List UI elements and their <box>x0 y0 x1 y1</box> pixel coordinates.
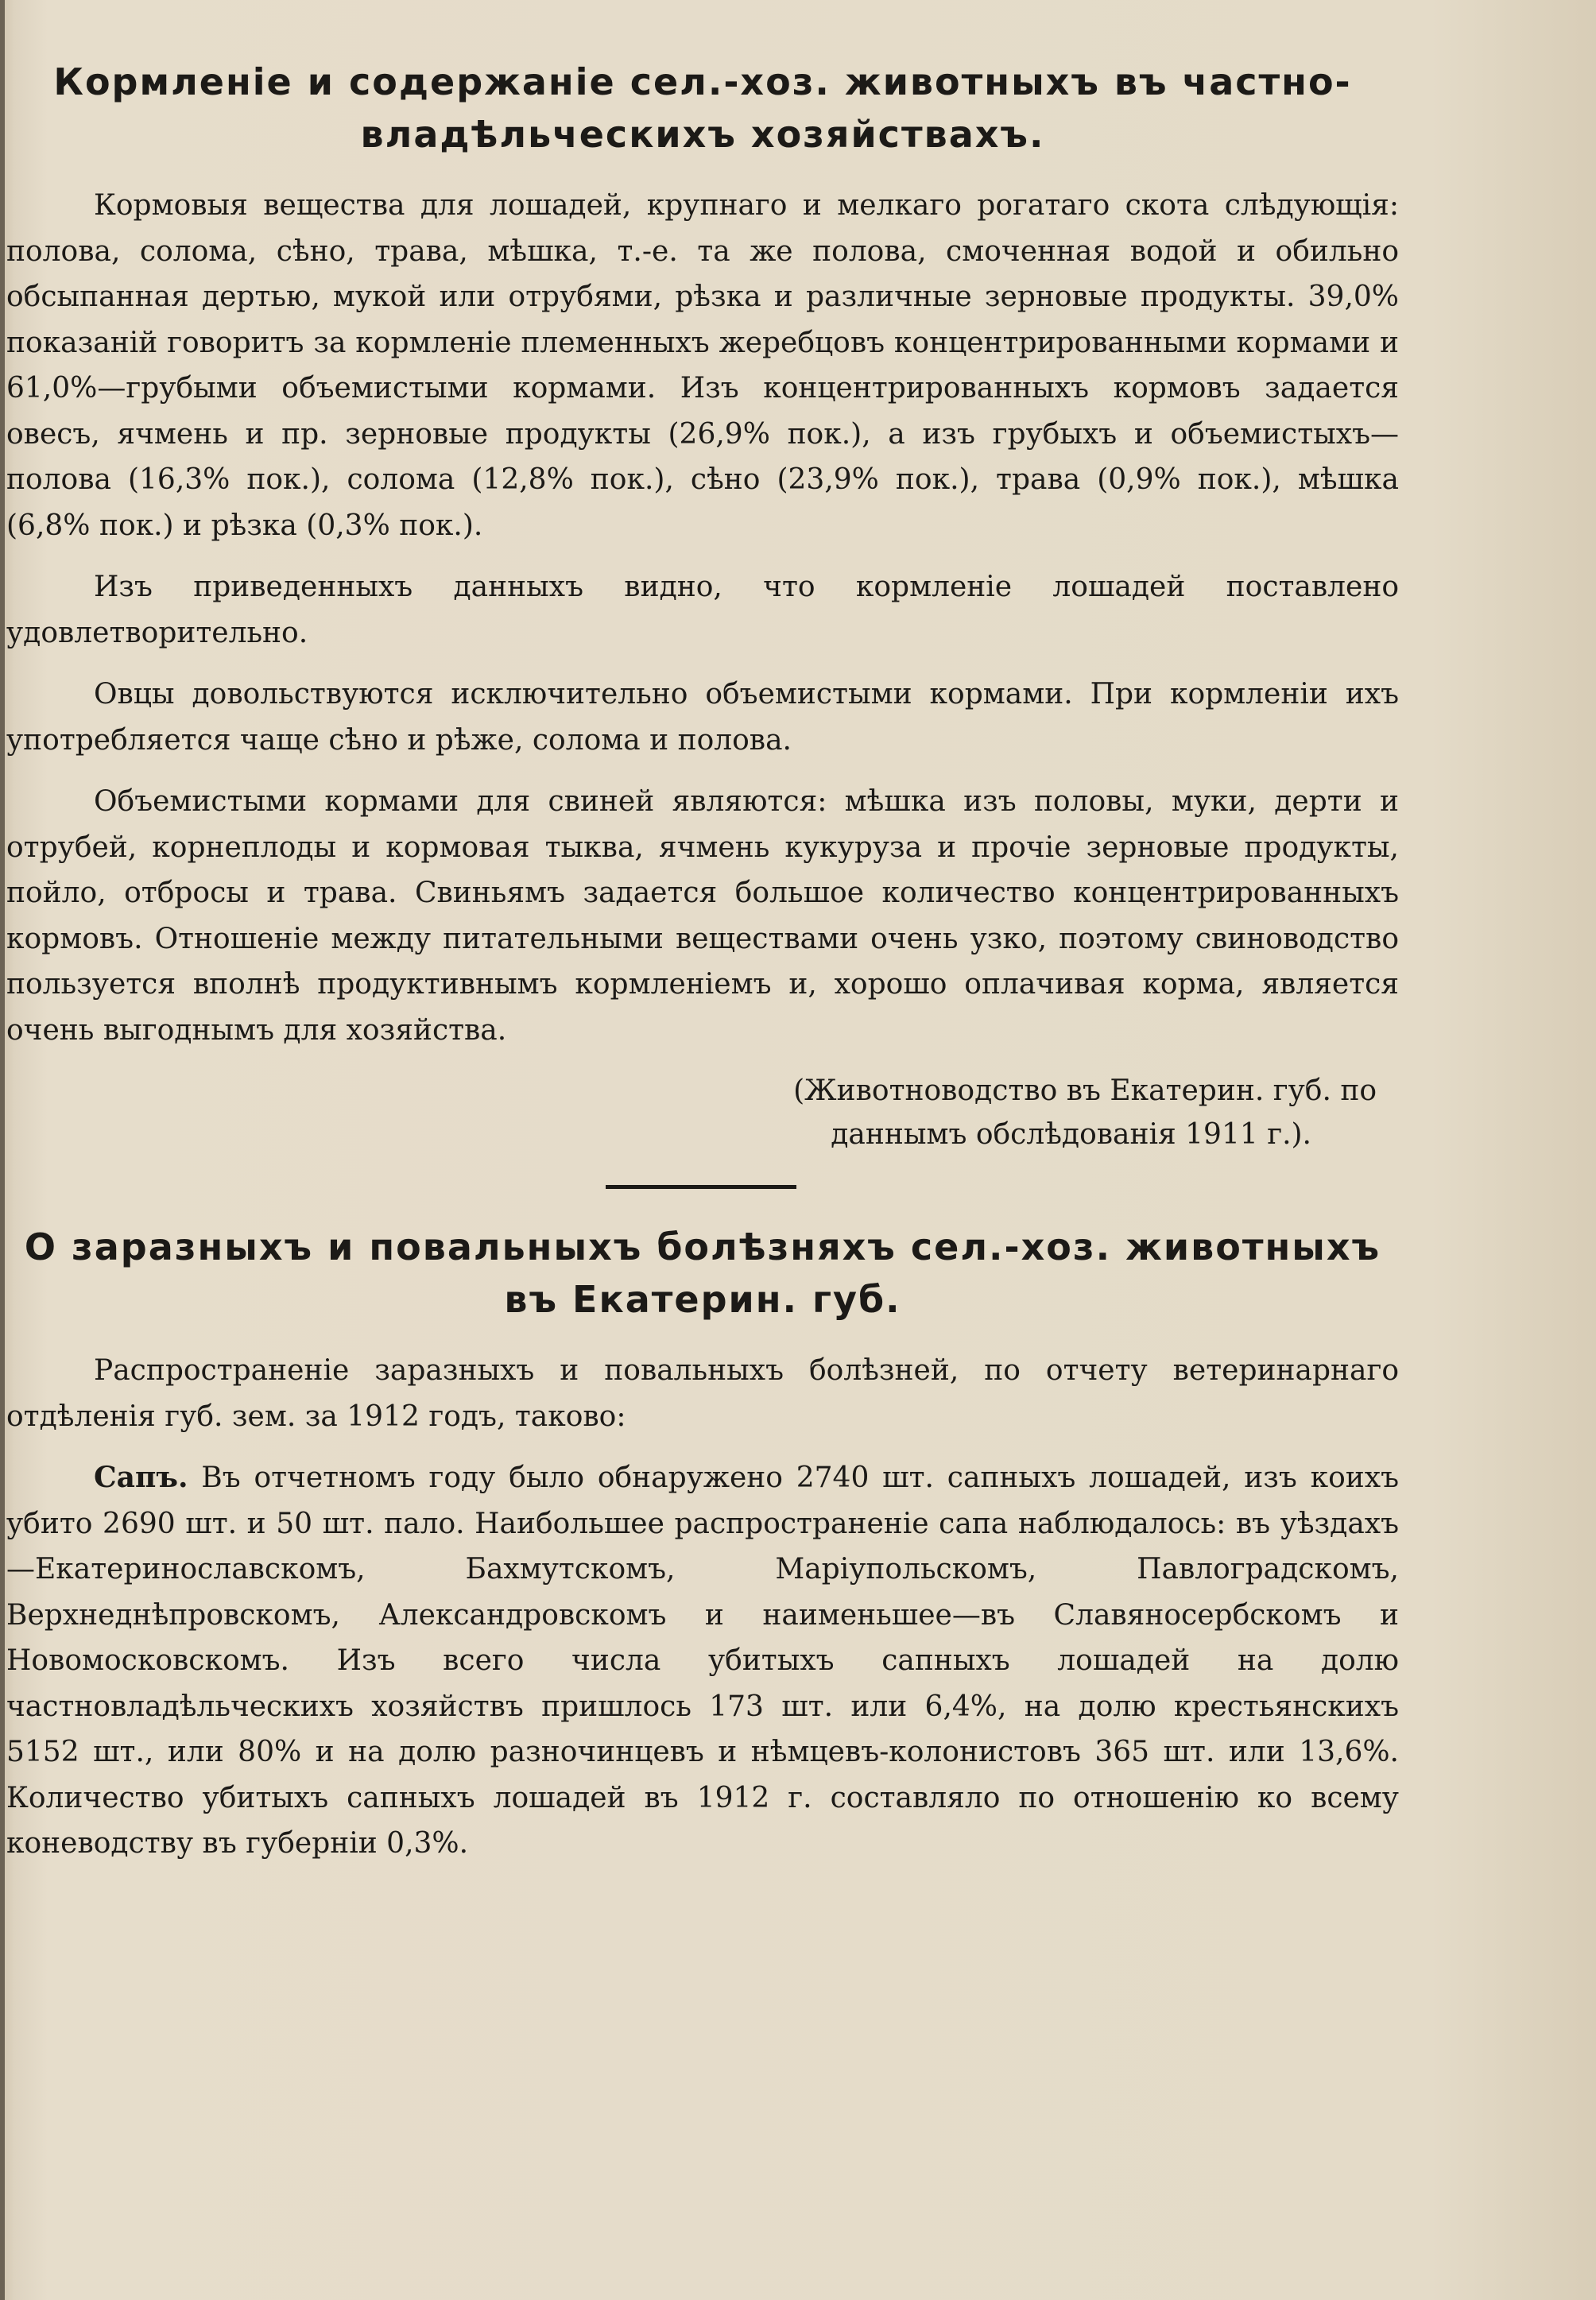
section2-intro: Распространеніе заразныхъ и повальныхъ болѣзней, по отчету ветеринарнаго отдѣленія губ. зем. за 1912 годъ, таково: <box>6 1354 1399 1433</box>
document-body <box>0 56 1399 1883</box>
section-divider <box>606 1185 796 1189</box>
source-line: (Животноводство въ Екатерин. губ. по <box>793 1074 1377 1107</box>
sap-lead: Сапъ. <box>94 1461 188 1494</box>
section1-paragraph: Изъ приведенныхъ данныхъ видно, что кормленіе лошадей поставлено удовлетворительно. <box>6 571 1399 649</box>
section1-paragraph: Кормовыя вещества для лошадей, крупнаго и мелкаго рогатаго скота слѣдующія: полова, солома, сѣно, трава, мѣшка, т.-е. та же полова, смоченная водой и обильно обсыпанная дертью, мукой или отрубями, рѣзка и различные зерновые продукты. 39,0% показаній говоритъ за кормленіе племенныхъ жеребцовъ концентрированными кормами и 61,0%—грубыми объемистыми кормами. Изъ концентрированныхъ кормовъ задается овесъ, ячмень и пр. зерновые продукты (26,9% пок.), а изъ грубыхъ и объемистыхъ—полова (16,3% пок.), солома (12,8% пок.), сѣно (23,9% пок.), трава (0,9% пок.), мѣшка (6,8% пок.) и рѣзка (0,3% пок.). <box>6 189 1399 542</box>
source-line: даннымъ обслѣдованія 1911 г.). <box>831 1118 1311 1151</box>
sap-text: Въ отчетномъ году было обнаружено 2740 шт. сапныхъ лошадей, изъ коихъ убито 2690 шт. и 50 шт. пало. Наибольшее распространеніе сапа наблюдалось: въ уѣздахъ—Екатеринославскомъ, Бахмутскомъ, Маріупольскомъ, Павлоградскомъ, Верхнеднѣпровскомъ, Александровскомъ и наименьшее—въ Славяносербскомъ и Новомосковскомъ. Изъ всего числа убитыхъ сапныхъ лошадей на долю частновладѣльческихъ хозяйствъ пришлось 173 шт. или 6,4%, на долю крестьянскихъ 5152 шт., или 80% и на долю разночинцевъ и нѣмцевъ-колонистовъ 365 шт. или 13,6%. Количество убитыхъ сапныхъ лошадей въ 1912 г. составляло по отношенію ко всему коневодству въ губерніи 0,3%. <box>6 1462 1399 1860</box>
section1-source <box>6 1069 1399 1156</box>
section2-title: О заразныхъ и повальныхъ болѣзняхъ сел.-хоз. животныхъ въ Екатерин. губ. <box>24 1226 1381 1321</box>
section1-paragraph: Объемистыми кормами для свиней являются: мѣшка изъ половы, муки, дерти и отрубей, корнеплоды и кормовая тыква, ячмень кукуруза и прочіе зерновые продукты, пойло, отбросы и трава. Свиньямъ задается большое количество концентрированныхъ кормовъ. Отношеніе между питательными веществами очень узко, поэтому свиноводство пользуется вполнѣ продуктивнымъ кормленіемъ и, хорошо оплачивая корма, является очень выгоднымъ для хозяйства. <box>6 785 1399 1047</box>
section1-title: Кормленіе и содержаніе сел.-хоз. животныхъ въ частно-владѣльческихъ хозяйствахъ. <box>53 60 1352 156</box>
section1-paragraph: Овцы довольствуются исключительно объемистыми кормами. При кормленіи ихъ употребляется чаще сѣно и рѣже, солома и полова. <box>6 678 1399 757</box>
section2-sap-paragraph <box>6 1455 1399 1867</box>
